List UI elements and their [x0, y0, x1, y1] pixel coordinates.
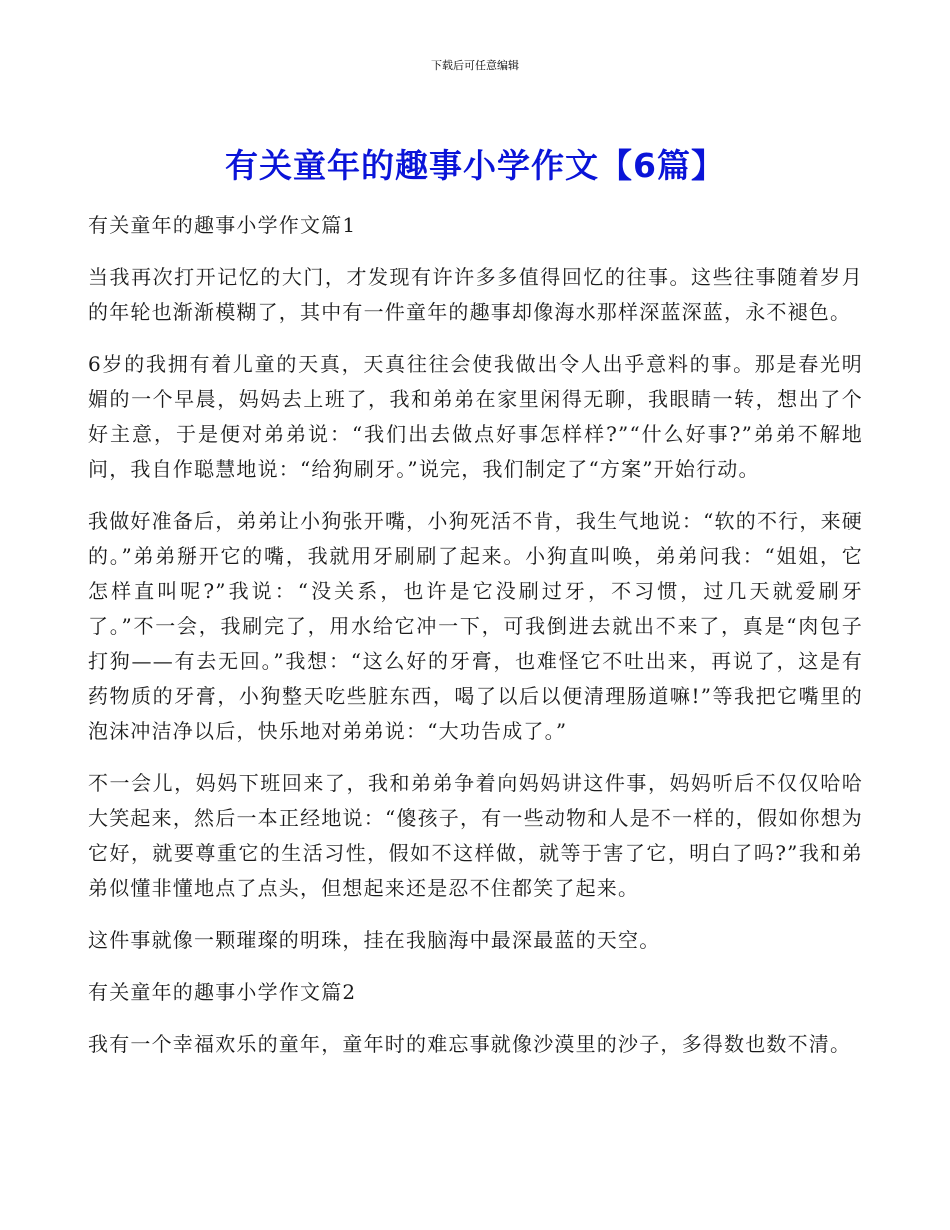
- body-paragraph: 不一会儿，妈妈下班回来了，我和弟弟争着向妈妈讲这件事，妈妈听后不仅仅哈哈大笑起来，然后一本正经地说：“傻孩子，有一些动物和人是不一样的，假如你想为它好，就要尊重它的生活习性，假如不这样做，就等于害了它，明白了吗?”我和弟弟似懂非懂地点了点头，但想起来还是忍不住都笑了起来。: [88, 771, 863, 900]
- page-header-note: 下载后可任意编辑: [431, 59, 519, 72]
- body-paragraph: 这件事就像一颗璀璨的明珠，挂在我脑海中最深最蓝的天空。: [88, 928, 661, 952]
- document-title: 有关童年的趣事小学作文【6篇】: [225, 146, 725, 185]
- section-heading-2: 有关童年的趣事小学作文篇2: [88, 980, 357, 1004]
- body-paragraph: 我做好准备后，弟弟让小狗张开嘴，小狗死活不肯，我生气地说：“软的不行，来硬的。”弟弟掰开它的嘴，我就用牙刷刷了起来。小狗直叫唤，弟弟问我：“姐姐，它怎样直叫呢?”我说：“没关系，也许是它没刷过牙，不习惯，过几天就爱刷牙了。”不一会，我刷完了，用水给它冲一下，可我倒进去就出不来了，真是“肉包子打狗——有去无回。”我想：“这么好的牙膏，也难怪它不吐出来，再说了，这是有药物质的牙膏，小狗整天吃些脏东西，喝了以后以便清理肠道嘛!”等我把它嘴里的泡沫冲洁净以后，快乐地对弟弟说：“大功告成了。”: [88, 509, 863, 743]
- section-heading-1: 有关童年的趣事小学作文篇1: [88, 213, 357, 237]
- body-paragraph: 当我再次打开记忆的大门，才发现有许许多多值得回忆的往事。这些往事随着岁月的年轮也渐渐模糊了，其中有一件童年的趣事却像海水那样深蓝深蓝，永不褪色。: [88, 265, 863, 324]
- document-body: [88, 208, 863, 1079]
- body-paragraph: 我有一个幸福欢乐的童年，童年时的难忘事就像沙漠里的沙子，多得数也数不清。: [88, 1032, 852, 1056]
- body-paragraph: 6岁的我拥有着儿童的天真，天真往往会使我做出令人出乎意料的事。那是春光明媚的一个早晨，妈妈去上班了，我和弟弟在家里闲得无聊，我眼睛一转，想出了个好主意，于是便对弟弟说：“我们出去做点好事怎样样?”“什么好事?”弟弟不解地问，我自作聪慧地说：“给狗刷牙。”说完，我们制定了“方案”开始行动。: [88, 352, 863, 481]
